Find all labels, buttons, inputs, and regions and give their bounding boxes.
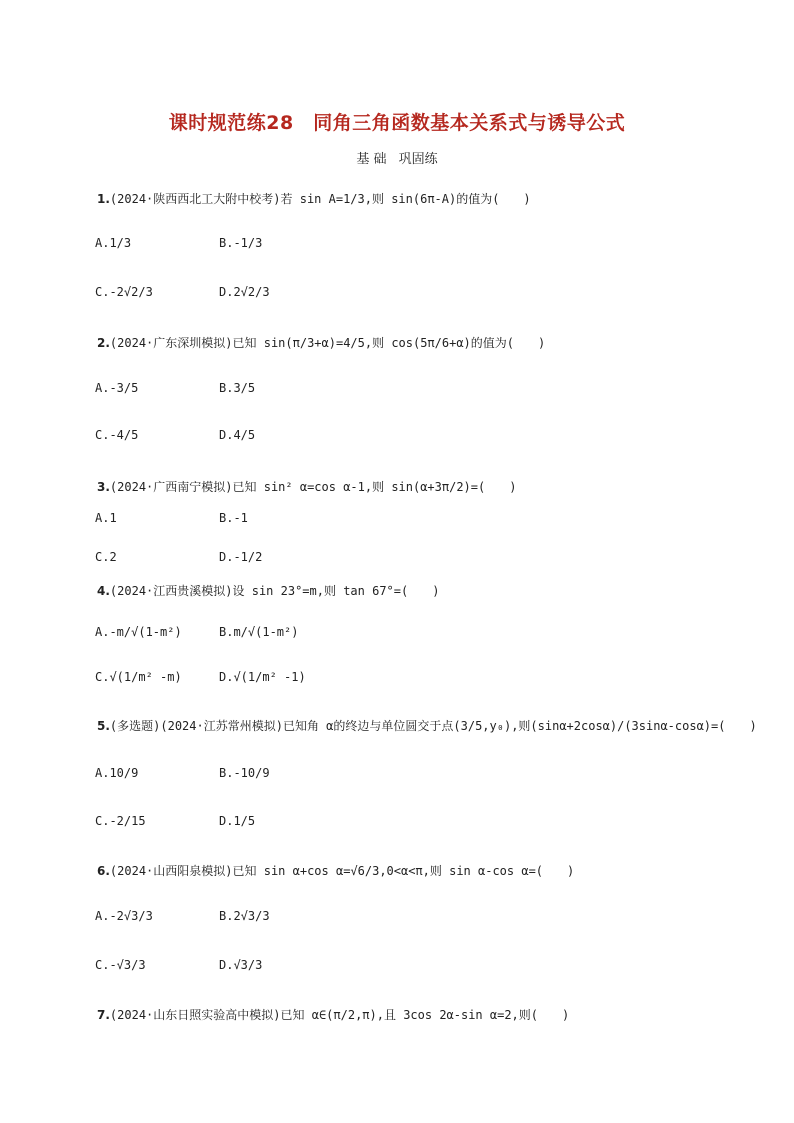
option-c[interactable]: C.-2/15: [95, 814, 146, 828]
option-a[interactable]: A.1/3: [95, 236, 132, 250]
question-4: [97, 582, 439, 599]
question-stem: (2024·山西阳泉模拟)已知 sin α+cos α=√6/3,0<α<π,则 sin α-cos α=( ): [109, 864, 575, 878]
option-a[interactable]: A.-3/5: [95, 381, 139, 395]
subtitle-practice: 巩固练: [398, 152, 438, 167]
option-d[interactable]: D.-1/2: [219, 550, 263, 564]
question-stem: (2024·陕西西北工大附中校考)若 sin A=1/3,则 sin(6π-A)的值为( ): [109, 192, 531, 206]
question-1: [97, 190, 531, 207]
option-b[interactable]: B.-1: [219, 511, 248, 525]
question-5: [97, 717, 757, 734]
option-c[interactable]: C.√(1/m² -m): [95, 670, 182, 684]
option-b[interactable]: B.-1/3: [219, 236, 263, 250]
option-d[interactable]: D.1/5: [219, 814, 256, 828]
question-stem: (2024·山东日照实验高中模拟)已知 α∈(π/2,π),且 3cos 2α-sin α=2,则( ): [109, 1008, 570, 1022]
option-c[interactable]: C.-4/5: [95, 428, 139, 442]
option-b[interactable]: B.2√3/3: [219, 909, 270, 923]
section-subtitle: [0, 148, 794, 167]
option-a[interactable]: A.10/9: [95, 766, 139, 780]
option-b[interactable]: B.m/√(1-m²): [219, 625, 299, 639]
option-b[interactable]: B.-10/9: [219, 766, 270, 780]
question-stem: (多选题)(2024·江苏常州模拟)已知角 α的终边与单位圆交于点(3/5,y₀),则(sinα+2cosα)/(3sinα-cosα)=( ): [109, 719, 757, 733]
question-number: 1.: [97, 192, 110, 206]
option-a[interactable]: A.-2√3/3: [95, 909, 153, 923]
option-d[interactable]: D.4/5: [219, 428, 256, 442]
option-c[interactable]: C.2: [95, 550, 117, 564]
option-d[interactable]: D.2√2/3: [219, 285, 270, 299]
question-number: 7.: [97, 1008, 110, 1022]
question-number: 2.: [97, 336, 110, 350]
option-d[interactable]: D.√3/3: [219, 958, 263, 972]
subtitle-basic: 基 础: [356, 152, 387, 167]
question-number: 5.: [97, 719, 110, 733]
question-stem: (2024·广西南宁模拟)已知 sin² α=cos α-1,则 sin(α+3π/2)=( ): [109, 480, 517, 494]
option-b[interactable]: B.3/5: [219, 381, 256, 395]
question-number: 6.: [97, 864, 110, 878]
question-7: [97, 1006, 569, 1023]
option-c[interactable]: C.-2√2/3: [95, 285, 153, 299]
question-2: [97, 334, 545, 351]
option-c[interactable]: C.-√3/3: [95, 958, 146, 972]
option-d[interactable]: D.√(1/m² -1): [219, 670, 306, 684]
question-number: 4.: [97, 584, 110, 598]
question-number: 3.: [97, 480, 110, 494]
question-3: [97, 478, 516, 495]
option-a[interactable]: A.1: [95, 511, 117, 525]
option-a[interactable]: A.-m/√(1-m²): [95, 625, 182, 639]
question-stem: (2024·广东深圳模拟)已知 sin(π/3+α)=4/5,则 cos(5π/6+α)的值为( ): [109, 336, 546, 350]
page-title: 课时规范练28 同角三角函数基本关系式与诱导公式: [168, 112, 626, 134]
question-stem: (2024·江西贵溪模拟)设 sin 23°=m,则 tan 67°=( ): [109, 584, 440, 598]
question-6: [97, 862, 574, 879]
